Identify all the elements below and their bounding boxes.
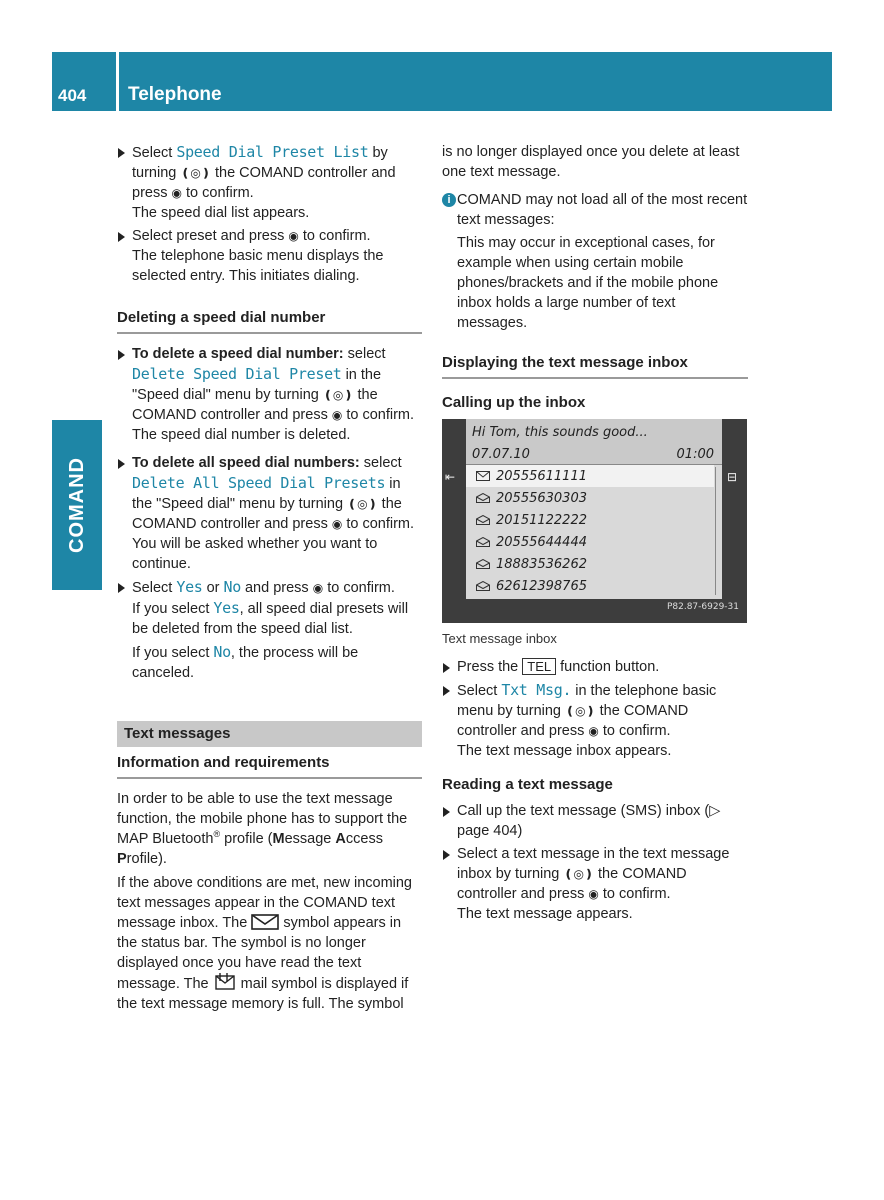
step-yes-no: Select Yes or No and press ◉ to confirm. If you select Yes, all speed dial presets will be deleted from the speed dial list. If you select No, the process will be canceled. bbox=[117, 577, 422, 683]
back-arrow-icon[interactable]: ⇤ bbox=[445, 470, 456, 484]
info-icon: i bbox=[442, 193, 456, 207]
press-controller-icon: ◉ bbox=[288, 229, 299, 243]
step-select-txt-msg: Select Txt Msg. in the telephone basic menu by turning ❪◎❫ the COMAND controller and press ◉ to confirm. The text message inbox appears. bbox=[442, 680, 748, 761]
left-column bbox=[117, 142, 422, 1018]
step-result: The telephone basic menu displays the selected entry. This initiates dialing. bbox=[132, 248, 384, 284]
turn-controller-icon: ❪◎❫ bbox=[565, 704, 596, 718]
menu-term: Delete All Speed Dial Presets bbox=[132, 474, 386, 492]
info-note: i COMAND may not load all of the most recent text messages: This may occur in exceptional cases, for example when using certain mobile phones/brackets and if the mobile phone inbox holds a large number of text messages. bbox=[442, 190, 748, 333]
turn-controller-icon: ❪◎❫ bbox=[180, 166, 211, 180]
menu-term-yes: Yes bbox=[213, 599, 240, 617]
press-controller-icon: ◉ bbox=[588, 724, 599, 738]
menu-term: Delete Speed Dial Preset bbox=[132, 365, 342, 383]
menu-term-no: No bbox=[213, 643, 231, 661]
paragraph-continued: is no longer displayed once you delete at least one text message. bbox=[442, 144, 740, 180]
press-controller-icon: ◉ bbox=[331, 517, 343, 531]
press-controller-icon: ◉ bbox=[331, 408, 343, 422]
inbox-preview-header bbox=[466, 419, 722, 465]
envelope-icon bbox=[476, 471, 490, 481]
step-select-preset: Select preset and press ◉ to confirm. The telephone basic menu displays the selected entry. This initiates dialing. bbox=[117, 226, 422, 286]
inbox-row[interactable]: 20555611111 bbox=[466, 467, 722, 489]
step-result: You will be asked whether you want to continue. bbox=[132, 536, 378, 572]
menu-term-yes: Yes bbox=[176, 578, 203, 596]
paragraph-requirements: In order to be able to use the text message function, the mobile phone has to support the MAP Bluetooth® profile (Message Access Profile). bbox=[117, 791, 408, 867]
inbox-row[interactable]: 18883536262 bbox=[466, 555, 722, 577]
menu-term: Txt Msg. bbox=[501, 681, 572, 699]
page-number: 404 bbox=[58, 86, 87, 105]
turn-controller-icon: ❪◎❫ bbox=[347, 497, 378, 511]
inbox-row[interactable]: 62612398765 bbox=[466, 577, 722, 599]
figure-caption: Text message inbox bbox=[442, 631, 557, 646]
section-heading-displaying: Displaying the text message inbox bbox=[442, 353, 748, 379]
inbox-row[interactable]: 20151122222 bbox=[466, 511, 722, 533]
sub-heading-calling: Calling up the inbox bbox=[442, 394, 586, 411]
inbox-row[interactable]: 20555644444 bbox=[466, 533, 722, 555]
read-envelope-icon bbox=[476, 559, 490, 569]
paragraph-conditions: If the above conditions are met, new incoming text messages appear in the COMAND text message inbox. The symbol appears in the status bar. The symbol is no longer displayed once you have read the text message. The mail symbol is displayed if the text message memory is full. The symbol bbox=[117, 875, 412, 1012]
menu-term-no: No bbox=[223, 578, 241, 596]
figure-code: P82.87-6929-31 bbox=[666, 602, 739, 612]
read-envelope-icon bbox=[476, 581, 490, 591]
step-call-inbox: Call up the text message (SMS) inbox (▷ page 404) bbox=[442, 801, 748, 841]
message-preview: Hi Tom, this sounds good... bbox=[472, 425, 648, 440]
step-select-speed-dial-list: Select Speed Dial Preset List by turning ❪◎❫ the COMAND controller and press ◉ to confirm. The speed dial list appears. bbox=[117, 142, 422, 223]
side-tab-label-box bbox=[52, 420, 102, 590]
turn-controller-icon: ❪◎❫ bbox=[322, 388, 354, 402]
chapter-title: Telephone bbox=[128, 84, 222, 105]
section-heading-deleting: Deleting a speed dial number bbox=[117, 308, 422, 334]
envelope-icon bbox=[251, 914, 279, 930]
step-press-tel: Press the TEL function button. bbox=[442, 657, 748, 677]
section-heading-info-req: Information and requirements bbox=[117, 753, 422, 779]
read-envelope-icon bbox=[476, 537, 490, 547]
turn-controller-icon: ❪◎❫ bbox=[563, 867, 594, 881]
step-result: The speed dial list appears. bbox=[132, 205, 310, 221]
press-controller-icon: ◉ bbox=[312, 581, 324, 595]
step-result: The text message inbox appears. bbox=[457, 743, 672, 759]
inbox-screen-display bbox=[466, 419, 722, 599]
section-heading-text-messages: Text messages bbox=[117, 721, 422, 747]
menu-term: Speed Dial Preset List bbox=[176, 143, 369, 161]
inbox-screenshot bbox=[442, 419, 747, 623]
inbox-row[interactable]: 20555630303 bbox=[466, 489, 722, 511]
header-divider bbox=[116, 52, 119, 111]
message-date: 07.07.10 bbox=[472, 447, 530, 462]
step-result: The speed dial number is deleted. bbox=[132, 427, 351, 443]
sub-heading-reading: Reading a text message bbox=[442, 776, 613, 793]
read-envelope-icon bbox=[476, 493, 490, 503]
press-controller-icon: ◉ bbox=[588, 887, 599, 901]
options-icon[interactable]: ⊟ bbox=[727, 470, 738, 484]
side-tab-label: COMAND bbox=[66, 457, 88, 553]
read-envelope-icon bbox=[476, 515, 490, 525]
mail-full-icon bbox=[213, 973, 237, 991]
message-time: 01:00 bbox=[676, 447, 714, 462]
step-delete-all: To delete all speed dial numbers: select Delete All Speed Dial Presets in the "Speed dial" menu by turning ❪◎❫ the COMAND controller and press ◉ to confirm. You will be asked whether you want to continue. bbox=[117, 453, 422, 574]
step-select-message: Select a text message in the text message inbox by turning ❪◎❫ the COMAND controller and press ◉ to confirm. The text message appears. bbox=[442, 844, 748, 924]
step-result: The text message appears. bbox=[457, 906, 633, 922]
right-column bbox=[442, 142, 748, 927]
press-controller-icon: ◉ bbox=[171, 186, 182, 200]
tel-key: TEL bbox=[522, 658, 556, 675]
step-delete-one: To delete a speed dial number: select Delete Speed Dial Preset in the "Speed dial" menu by turning ❪◎❫ the COMAND controller and press ◉ to confirm. The speed dial number is deleted. bbox=[117, 344, 422, 445]
